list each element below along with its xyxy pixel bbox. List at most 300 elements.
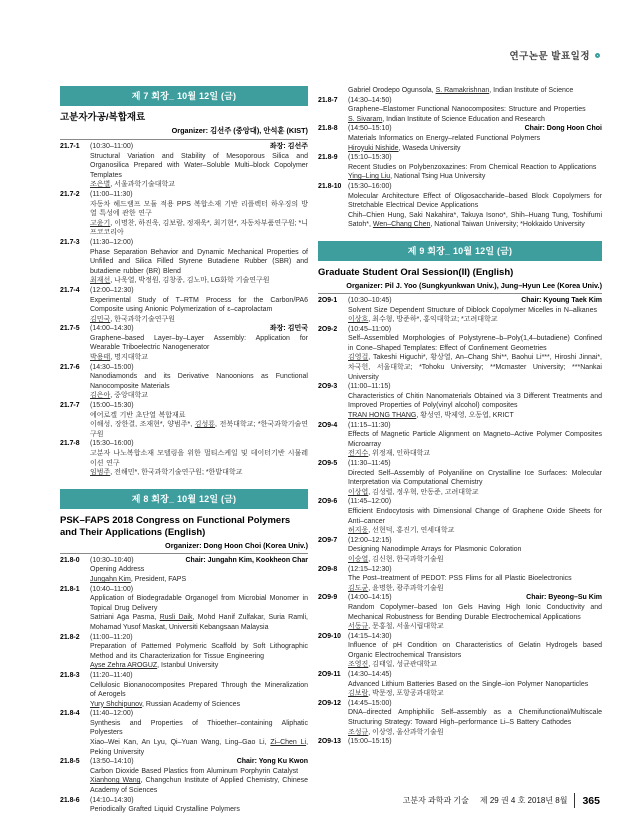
- item-number: 21.8-1: [60, 585, 80, 593]
- program-item: [318, 536, 602, 565]
- speaker-name: 조성규: [348, 728, 369, 736]
- session-title: PSK–FAPS 2018 Congress on Functional Polymers and Their Applications (English): [60, 514, 291, 538]
- session-organizer: Organizer: Dong Hoon Choi (Korea Univ.): [60, 541, 308, 554]
- item-authors: [348, 411, 602, 421]
- speaker-name: 이상엽: [348, 488, 369, 496]
- coauthors-post: , 김신현, 한국과학기술원: [368, 555, 444, 563]
- coauthors-post: , 나욱열, 박정원, 김창종, 김노마, LG화학 기술연구원: [110, 277, 270, 285]
- item-authors: [90, 420, 308, 439]
- speaker-name: 고윤기: [90, 219, 111, 227]
- item-title: Recent Studies on Polybenzoxazines: From Chemical Reaction to Applications: [348, 163, 597, 171]
- program-item: [60, 439, 308, 477]
- item-title: Application of Biodegradable Organogel from Microbial Monomer in Topical Drug Delivery: [90, 595, 308, 612]
- item-content: [348, 296, 602, 325]
- item-chair: Chair: Dong Hoon Choi: [524, 125, 602, 133]
- item-content: [90, 757, 308, 795]
- item-head-row: [90, 709, 308, 719]
- item-number: 21.7-2: [60, 190, 80, 198]
- coauthors-post: , 최수형, 방준하*, 홍익대학교; *고려대학교: [368, 316, 498, 324]
- item-head-row: [90, 286, 308, 296]
- item-number: 21.8-7: [318, 96, 338, 104]
- item-head-row: [90, 439, 308, 449]
- item-authors: [348, 584, 602, 594]
- session-banner: 제 9 회장_ 10월 12일 (금): [318, 241, 602, 261]
- item-authors: [348, 211, 602, 230]
- program-item: [318, 182, 602, 230]
- item-authors: [90, 776, 308, 795]
- item-time: (10:30–10:40): [90, 556, 134, 564]
- item-title: Carbon Dioxide Based Plastics from Aluminum Porphyrin Catalyst: [90, 767, 299, 775]
- item-number: 2O9-8: [318, 565, 338, 573]
- item-number: 2O9-12: [318, 699, 341, 707]
- item-head-row: [90, 238, 308, 248]
- item-authors: [348, 353, 602, 382]
- program-item: [60, 142, 308, 190]
- item-content: [348, 593, 602, 631]
- item-number: 2O9-1: [318, 296, 338, 304]
- session-title: Graduate Student Oral Session(II) (English): [318, 266, 514, 278]
- item-content: [90, 363, 308, 401]
- item-content: [348, 699, 602, 737]
- item-time: (14:00–14:30): [90, 325, 134, 333]
- page-footer: [403, 793, 600, 808]
- column-left: [60, 86, 308, 815]
- speaker-name: 김민국: [90, 315, 111, 323]
- item-time: (12:00–12:15): [348, 536, 392, 544]
- program-item: [318, 737, 602, 747]
- item-time: (11:30–11:45): [348, 460, 391, 467]
- program-item: [318, 670, 602, 699]
- item-number: 21.8-0: [60, 556, 80, 564]
- item-title: Self–Assembled Morphologies of Polystyrene–b–Poly(1,4–butadiene) Confined in Cone–Shaped Templates: Effect of Confinement Geometries: [348, 335, 602, 352]
- item-title: DNA–directed Amphiphilic Self–assembly as a Chemifunctional/Multiscale Structuring Strategy: Toward High–performance Li–S Battery Cathodes: [348, 709, 602, 727]
- item-head-row: [348, 699, 602, 709]
- item-title: Directed Self–Assembly of Polyaniline on Crystalline Ice Surfaces: Molecular Interpretation via Computational Chemistry: [348, 469, 602, 487]
- item-title: 자동차 헤드램프 모듈 적용 PPS 복합소재 기반 리플렉터 하우징의 방열 특성에 관한 연구: [90, 200, 308, 218]
- speaker-name: Hiroyuki Nishide: [348, 144, 399, 152]
- program-item: [60, 401, 308, 439]
- item-authors: [90, 468, 308, 478]
- coauthors-post: , Takeshi Higuchi*, 황상열, An–Chang Shi**, Baohui Li***, Hiroshi Jinnai*, 차국헌, 서울대학교; *Tohoku University; **Mcmaster University; ***Nankai University: [348, 354, 602, 381]
- item-content: [348, 632, 602, 670]
- item-time: (12:15–12:30): [348, 565, 392, 573]
- program-item: [60, 324, 308, 362]
- item-time: (14:10–14:30): [90, 796, 134, 804]
- coauthors-post: , 명지대학교: [110, 354, 148, 362]
- program-item: [60, 671, 308, 709]
- item-head-row: [348, 459, 602, 469]
- coauthors-post: , President, FAPS: [130, 575, 187, 583]
- item-number: 2O9-3: [318, 383, 338, 391]
- item-time: (11:00–11:30): [90, 190, 133, 198]
- coauthors-post: , 위정재, 인하대학교: [368, 450, 431, 458]
- item-head-row: [90, 401, 308, 411]
- item-number: 21.7-8: [60, 440, 80, 448]
- coauthors-post: , National Taiwan University; *Hokkaido University: [430, 221, 585, 229]
- coauthors-post: , 이명찬, 하진욱, 김보람, 정재욱*, 최기현*, 자동차부품연구원; *니프코코리아: [90, 219, 308, 237]
- item-time: (11:00–11:15): [348, 383, 391, 391]
- program-item: [60, 757, 308, 795]
- item-content: [348, 565, 602, 594]
- program-item: [318, 699, 602, 737]
- speaker-name: TRAN HONG THANG: [348, 412, 417, 420]
- program-item: [60, 585, 308, 633]
- speaker-name: Rusli Daik: [159, 614, 193, 622]
- item-head-row: [90, 324, 308, 334]
- item-title: Influence of pH Condition on Characteristics of Gelatin Hydrogels based Organic Electrochemical Transistors: [348, 642, 602, 659]
- item-authors: [348, 660, 602, 670]
- item-content: [90, 585, 308, 633]
- program-item: [60, 633, 308, 671]
- coauthors-post: , Indian Institute of Science: [489, 87, 574, 94]
- speaker-name: 김은아: [90, 392, 111, 400]
- item-head-row: [90, 190, 308, 200]
- item-number: 2O9-10: [318, 632, 341, 640]
- item-head-row: [348, 737, 602, 747]
- item-authors: [348, 144, 602, 154]
- program-item: [60, 556, 308, 585]
- item-content: [348, 182, 602, 230]
- item-head-row: [348, 325, 602, 335]
- item-title: Opening Address: [90, 566, 145, 574]
- program-item: [318, 153, 602, 182]
- program-columns: [60, 86, 602, 815]
- item-content: [90, 796, 308, 815]
- program-item: [60, 709, 308, 757]
- speaker-name: S. Sivaram: [348, 115, 383, 123]
- item-content: [348, 459, 602, 497]
- item-number: 21.8-5: [60, 758, 80, 766]
- item-title: Advanced Lithium Batteries Based on the Single–ion Polymer Nanoparticles: [348, 680, 589, 688]
- speaker-name: Jungahn Kim: [90, 575, 131, 583]
- item-content: [348, 497, 602, 535]
- item-number: 21.8-8: [318, 125, 338, 133]
- item-time: (11:40–12:00): [90, 710, 134, 718]
- item-head-row: [348, 96, 602, 106]
- item-authors: [348, 622, 602, 632]
- coauthors-post: , 중앙대학교: [110, 392, 148, 400]
- item-title: Preparation of Patterned Polymeric Scaffold by Soft Lithographic Method and its Characterization for Tissue Engineering: [90, 643, 308, 660]
- item-authors: [90, 738, 308, 757]
- speaker-name: 김도균: [348, 584, 369, 592]
- speaker-name: 임범주: [90, 469, 111, 477]
- item-title: 고분자 나노복합소재 모델링을 위한 멀티스케일 및 데이터기반 시뮬레이션 연구: [90, 450, 308, 467]
- item-content: [90, 238, 308, 286]
- item-time: (14:50–15:10): [348, 125, 392, 133]
- coauthors-post: , Indian Institute of Science Education and Research: [382, 115, 545, 123]
- coauthors-post: , 김태일, 성균관대학교: [368, 661, 437, 669]
- item-title: Graphene–based Layer–by–Layer Assembly: Application for Wearable Triboelectric Nanogenerator: [90, 334, 308, 352]
- item-title: Characteristics of Chitin Nanomaterials Obtained via 3 Different Treatments and Improved Properties of Poly(vinyl alcohol) composites: [348, 392, 602, 410]
- item-authors: [90, 219, 308, 238]
- speaker-name: Yury Shchipunov: [90, 700, 143, 708]
- coauthors-post: , 전북대학교; *한국과학기술연구원: [90, 421, 308, 438]
- column-right: [318, 86, 602, 747]
- item-head-row: [348, 670, 602, 680]
- item-time: (15:30–16:00): [348, 182, 392, 190]
- speaker-name: 전지수: [348, 450, 369, 458]
- item-content: [90, 401, 308, 439]
- coauthors-post: , 윤명한, 광주과학기술원: [368, 584, 444, 592]
- item-time: (12:00–12:30): [90, 286, 134, 294]
- item-authors: [348, 172, 602, 182]
- item-number: 21.8-3: [60, 671, 80, 679]
- speaker-name: 김성룡: [194, 421, 216, 429]
- coauthors-post: , 박문정, 포항공과대학교: [368, 690, 444, 698]
- item-number: 2O9-9: [318, 594, 338, 602]
- item-time: (10:45–11:00): [348, 325, 392, 333]
- item-number: 2O9-11: [318, 671, 341, 679]
- program-item: [60, 190, 308, 238]
- item-head-row: [90, 585, 308, 595]
- item-number: 2O9-4: [318, 421, 338, 429]
- item-head-row: [348, 124, 602, 134]
- item-content: [348, 670, 602, 699]
- item-head-row: [348, 421, 602, 431]
- speaker-name: Ying–Ling Liu: [348, 173, 391, 181]
- item-head-row: [348, 153, 602, 163]
- coauthors-post: , 선현덕, 홍진기, 연세대학교: [368, 527, 455, 535]
- item-authors: [90, 575, 308, 585]
- program-item: [318, 565, 602, 594]
- item-authors: [90, 700, 308, 710]
- coauthors-post: , 황성연, 박제영, 오동엽, KRICT: [416, 412, 514, 420]
- item-time: (14:00–14:15): [348, 594, 392, 602]
- item-content: [90, 709, 308, 757]
- footer-issue: 제 29 권 4 호 2018년 8월: [479, 796, 568, 805]
- footer-page-number: 365: [582, 794, 600, 807]
- item-number: 21.8-10: [318, 182, 342, 190]
- item-number: 21.8-9: [318, 154, 338, 162]
- program-item: [318, 382, 602, 420]
- coauthors-post: , 한국과학기술연구원: [110, 315, 176, 323]
- item-chair: Chair: Byeong–Su Kim: [526, 594, 602, 602]
- coauthors-post: , Waseda University: [398, 144, 461, 152]
- item-content: [348, 536, 602, 565]
- item-number: 2O9-5: [318, 460, 338, 467]
- item-title: Experimental Study of T–RTM Process for the Carbon/PA6 Composite using Anionic Polymerization of ε–caprolactam: [90, 296, 308, 314]
- item-number: 21.8-4: [60, 710, 80, 718]
- speaker-name: 조영진: [348, 661, 369, 669]
- item-time: (14:15–14:30): [348, 632, 392, 640]
- session-organizer: Organizer: Pil J. Yoo (Sungkyunkwan Univ.), Jung–Hyun Lee (Korea Univ.): [318, 281, 602, 294]
- coauthors-pre: Satriani Aga Pasma,: [90, 614, 160, 622]
- item-head-row: [348, 632, 602, 642]
- item-number: 2O9-6: [318, 498, 338, 506]
- session-organizer: Organizer: 김선주 (중앙대), 안석훈 (KIST): [60, 126, 308, 140]
- item-head-row: [90, 363, 308, 373]
- item-number: 21.7-5: [60, 325, 80, 333]
- item-authors-continued: [348, 86, 602, 96]
- item-head-row: [90, 757, 308, 767]
- item-time: (10:30–11:00): [90, 143, 134, 150]
- item-time: (14:45–15:00): [348, 699, 392, 707]
- coauthors-post: , 이상영, 울산과학기술원: [368, 728, 444, 736]
- session-banner: 제 7 회장_ 10월 12일 (금): [60, 86, 308, 106]
- item-time: (14:30–14:45): [348, 671, 392, 679]
- item-authors: [90, 353, 308, 363]
- item-head-row: [90, 796, 308, 806]
- item-time: (15:00–15:15): [348, 738, 392, 746]
- speaker-name: 조은별: [90, 181, 111, 189]
- item-content: [348, 96, 602, 125]
- item-head-row: [90, 671, 308, 681]
- item-title: Solvent Size Dependent Structure of Diblock Copolymer Micelles in N–alkanes: [348, 306, 597, 314]
- item-title: Random Copolymer–based Ion Gels Having High Ionic Conductivity and Mechanical Robustness for Bending Durable Electrochemical Applications: [348, 603, 602, 621]
- item-time: (11:45–12:00): [348, 498, 392, 506]
- item-head-row: [90, 556, 308, 566]
- item-head-row: [348, 296, 602, 306]
- item-head-row: [348, 382, 602, 392]
- footer-journal-title: 고분자 과학과 기술: [402, 796, 469, 805]
- speaker-name: Zi–Chen Li: [270, 739, 307, 747]
- program-item: [318, 124, 602, 153]
- item-number: 2O9-7: [318, 536, 338, 544]
- item-title: Designing Nanodimple Arrays for Plasmonic Coloration: [348, 546, 522, 554]
- item-authors: [348, 449, 602, 459]
- item-time: (15:30–16:00): [90, 440, 134, 448]
- item-number: 2O9-13: [318, 738, 341, 746]
- item-title: Structural Variation and Stability of Mesoporous Silica and Organosilica Prepared with Water–Soluble Multi–block Copolymer Templates: [90, 152, 308, 179]
- item-number: 21.7-7: [60, 402, 80, 410]
- item-time: (11:20–11:40): [90, 671, 133, 679]
- item-time: (11:15–11:30): [348, 421, 391, 429]
- speaker-name: 허지웅: [348, 527, 369, 535]
- coauthors-post: , National Tsing Hua University: [390, 173, 486, 181]
- item-time: (14:30–15:00): [90, 363, 134, 371]
- item-chair: 좌장: 김선주: [269, 143, 308, 150]
- item-time: (15:00–15:30): [90, 402, 134, 410]
- coauthors-pre: Gabriel Orodepo Ogunsola,: [348, 87, 436, 94]
- coauthors-pre: 이해성, 장한결, 조재현*, 양범주*,: [90, 421, 195, 429]
- item-time: (10:40–11:00): [90, 585, 134, 593]
- item-number: 21.8-2: [60, 633, 80, 641]
- speaker-name: 김보람: [348, 690, 369, 698]
- item-content: [90, 190, 308, 238]
- item-authors: [90, 180, 308, 190]
- speaker-name: Wen–Chang Chen: [372, 221, 431, 229]
- item-title: 에어로겔 기반 초단열 복합재료: [90, 411, 186, 419]
- teal-donut-icon: [595, 53, 600, 58]
- speaker-name: 김영걸: [348, 354, 369, 362]
- speaker-name: 이승열: [348, 555, 369, 563]
- item-content: [90, 286, 308, 324]
- item-authors: [348, 526, 602, 536]
- program-item: [318, 632, 602, 670]
- item-authors: [348, 555, 602, 565]
- item-number: 21.7-4: [60, 286, 80, 294]
- item-authors: [348, 488, 602, 498]
- item-title: Phase Separation Behavior and Dynamic Mechanical Properties of Unfilled and Silica Filled Styrene Butadiene Rubber (SBR) and butadiene rubber (BR) Blend: [90, 248, 308, 275]
- coauthors-post: , 전해민*, 한국과학기술연구원; *한밭대학교: [110, 469, 243, 477]
- item-authors: [348, 728, 602, 738]
- item-content: [348, 153, 602, 182]
- item-title: Periodically Grafted Liquid Crystalline Polymers: [90, 806, 240, 814]
- session-banner: 제 8 회장_ 10월 12일 (금): [60, 489, 308, 509]
- item-head-row: [348, 565, 602, 575]
- speaker-name: Ayse Zehra AROGUZ: [90, 662, 158, 670]
- item-number: 21.7-1: [60, 143, 80, 150]
- program-item: [318, 459, 602, 497]
- program-item: [318, 96, 602, 125]
- item-title: The Post–treatment of PEDOT: PSS Flims for all Plastic Bioelectronics: [348, 575, 572, 583]
- speaker-name: 최재선: [90, 277, 111, 285]
- item-head-row: [348, 536, 602, 546]
- item-content: [348, 124, 602, 153]
- item-head-row: [348, 593, 602, 603]
- coauthors-post: , Russian Academy of Sciences: [142, 700, 241, 708]
- coauthors-post: , 김성렬, 정우혁, 안동준, 고려대학교: [368, 488, 479, 496]
- item-content: [90, 324, 308, 362]
- coauthors-pre: Xiao–Wei Kan, An Lyu, Qi–Yuan Wang, Ling–Gao Li,: [90, 739, 271, 747]
- item-chair: Chair: Jungahn Kim, Kookheon Char: [185, 556, 308, 564]
- item-time: (15:10–15:30): [348, 154, 392, 162]
- item-number: 2O9-2: [318, 325, 338, 333]
- item-content: [90, 556, 308, 585]
- footer-divider: [574, 793, 575, 808]
- speaker-name: Xianhong Wang: [90, 777, 141, 785]
- speaker-name: 이상호: [348, 316, 369, 324]
- item-authors: [348, 115, 602, 125]
- program-item: [318, 296, 602, 325]
- item-time: (11:00–11:20): [90, 633, 133, 641]
- item-content: [90, 439, 308, 477]
- program-item: [60, 363, 308, 401]
- item-title: Graphene–Elastomer Functional Nanocomposites: Structure and Properties: [348, 106, 586, 114]
- coauthors-post: , 문홍철, 서울시립대학교: [368, 623, 444, 631]
- speaker-name: 박용태: [90, 354, 111, 362]
- coauthors-post: , 서울과학기술대학교: [110, 181, 176, 189]
- program-item: [318, 325, 602, 383]
- item-title: Cellulosic Bionanocomposites Prepared Through the Mineralization of Aerogels: [90, 681, 308, 699]
- coauthors-pre: Chih–Chien Hung, Saki Nakahira*, Takuya Isono*, Shih–Huang Tung, Toshifumi Satoh*,: [348, 211, 602, 229]
- item-time: (14:30–14:50): [348, 96, 392, 104]
- program-item: [318, 593, 602, 631]
- page-header-title: 연구논문 발표일정: [509, 51, 590, 62]
- item-chair: 좌장: 김민국: [269, 325, 308, 333]
- coauthors-post: , Istanbul University: [157, 662, 219, 670]
- program-item: [318, 421, 602, 459]
- program-item: [60, 286, 308, 324]
- item-authors: [90, 315, 308, 325]
- coauthors-post: , Changchun Institute of Applied Chemistry, Chinese Academy of Sciences: [90, 777, 308, 795]
- item-time: (13:50–14:10): [90, 758, 134, 766]
- item-head-row: [90, 633, 308, 643]
- item-content: [348, 421, 602, 459]
- program-item: [60, 796, 308, 815]
- item-title: Nanodiamonds and its Derivative Nanoonions as Functional Nanocomposite Materials: [90, 373, 308, 390]
- item-title: Effects of Magnetic Particle Alignment on Magneto–Active Polymer Composites Microarray: [348, 431, 602, 448]
- item-title: Efficient Endocytosis with Dimensional Change of Graphene Oxide Sheets for Anti–cancer: [348, 507, 602, 525]
- item-authors: [90, 661, 308, 671]
- item-title: Molecular Architecture Effect of Oligosaccharide–based Block Copolymers for Stretchable Electrical Device Applications: [348, 192, 602, 210]
- item-authors: [90, 276, 308, 286]
- item-title: Synthesis and Properties of Thioether–containing Aliphatic Polyesters: [90, 719, 308, 737]
- item-content: [348, 382, 602, 420]
- item-content: [90, 142, 308, 190]
- page-header: [60, 48, 600, 62]
- coauthors-post: , Peking University: [90, 739, 309, 756]
- session-title: 고분자가공/복합재료: [60, 112, 146, 123]
- item-authors: [348, 315, 602, 325]
- program-item: [60, 238, 308, 286]
- speaker-name: S. Ramakrishnan: [435, 87, 490, 94]
- item-chair: Chair: Kyoung Taek Kim: [521, 296, 602, 304]
- item-head-row: [90, 142, 308, 152]
- item-number: 21.8-6: [60, 796, 80, 804]
- item-content: [90, 671, 308, 709]
- item-title: Materials Informatics on Energy–related Functional Polymers: [348, 134, 541, 142]
